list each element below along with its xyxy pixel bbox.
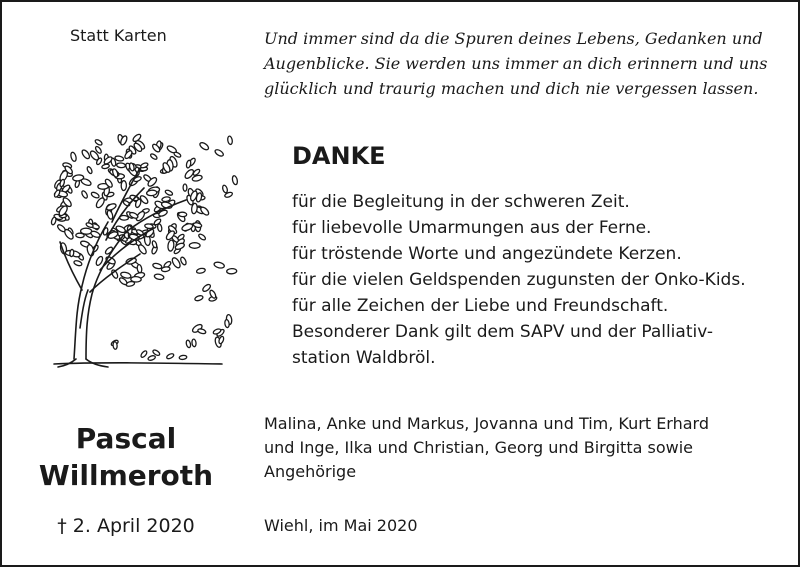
list-item: für liebevolle Umarmungen aus der Ferne. xyxy=(292,218,652,238)
list-item: für tröstende Worte und angezündete Kerzen. xyxy=(292,244,682,264)
family-line: Malina, Anke und Markus, Jovanna und Tim, Kurt Erhard xyxy=(264,414,709,433)
deceased-last-name: Willmeroth xyxy=(38,459,214,492)
list-item: für alle Zeichen der Liebe und Freundschaft. xyxy=(292,296,669,316)
deceased-first-name: Pascal xyxy=(75,422,177,455)
list-item: station Waldbröl. xyxy=(292,348,436,368)
family-line: Angehörige xyxy=(264,462,357,481)
memorial-quote xyxy=(264,26,784,101)
family-line: und Inge, Ilka und Christian, Georg und Birgitta sowie xyxy=(264,438,693,457)
deceased-name xyxy=(16,420,236,494)
list-item: für die vielen Geldspenden zugunsten der Onko-Kids. xyxy=(292,270,746,290)
quote-line: Augenblicke. Sie werden uns immer an dich erinnern und uns xyxy=(264,54,768,73)
statt-karten-label: Statt Karten xyxy=(70,26,167,45)
quote-line: Und immer sind da die Spuren deines Lebens, Gedanken und xyxy=(264,29,763,48)
family-signature xyxy=(264,412,794,484)
quote-line: glücklich und traurig machen und dich nie vergessen lassen. xyxy=(264,79,759,98)
list-item: Besonderer Dank gilt dem SAPV und der Palliativ- xyxy=(292,322,713,342)
danke-heading: DANKE xyxy=(292,142,386,170)
place-date: Wiehl, im Mai 2020 xyxy=(264,516,418,535)
death-date: † 2. April 2020 xyxy=(57,515,195,537)
list-item: für die Begleitung in der schweren Zeit. xyxy=(292,192,630,212)
wind-blown-tree-icon xyxy=(40,114,240,379)
thanks-list xyxy=(292,189,746,371)
